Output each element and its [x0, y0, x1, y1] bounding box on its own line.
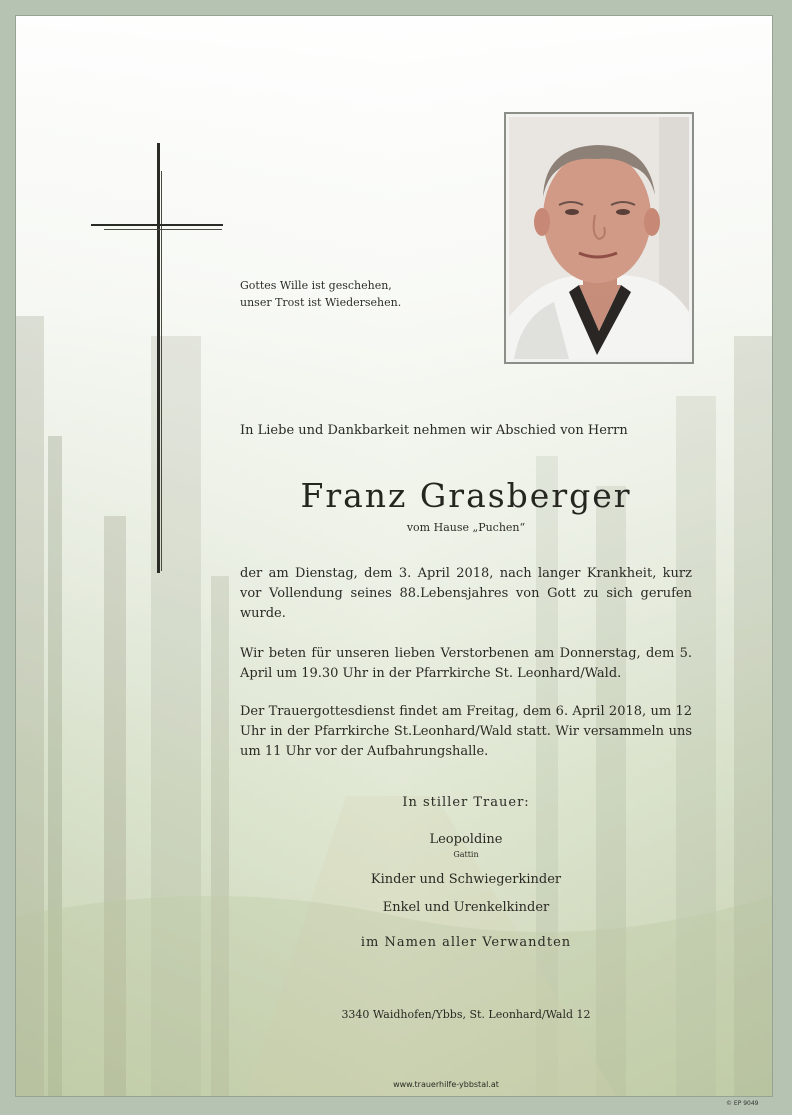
deceased-house: vom Hause „Puchen“ [406, 521, 526, 534]
intro-text: In Liebe und Dankbarkeit nehmen wir Abschied von Herrn [240, 423, 628, 438]
address: 3340 Waidhofen/Ybbs, St. Leonhard/Wald 12 [341, 1008, 591, 1021]
obituary-sheet [15, 15, 773, 1097]
mourners-line-3: Enkel und Urenkelkinder [382, 900, 550, 915]
print-code: © EP 9049 [726, 1100, 759, 1107]
cross-icon [157, 143, 160, 573]
quote [240, 277, 401, 311]
prayer-paragraph: Wir beten für unseren lieben Verstorbenen am Donnerstag, dem 5. April um 19.30 Uhr in der Pfarrkirche St. Leonhard/Wald. [240, 646, 692, 681]
cross-icon-bar [91, 224, 223, 226]
quote-line-2: unser Trost ist Wiedersehen. [240, 296, 402, 309]
funeral-service-paragraph: Der Trauergottesdienst findet am Freitag, dem 6. April 2018, um 12 Uhr in der Pfarrkirche St.Leonhard/Wald statt. Wir versammeln uns um 11 Uhr vor der Aufbahrungshalle. [240, 704, 692, 759]
website-link[interactable]: www.trauerhilfe-ybbstal.at [393, 1080, 499, 1089]
mourner-name-1: Leopoldine [429, 832, 503, 847]
mourners-line-2: Kinder und Schwiegerkinder [370, 872, 562, 887]
deceased-name: Franz Grasberger [300, 476, 632, 515]
cross-icon-inner-line [161, 171, 162, 571]
portrait-photo [504, 112, 694, 364]
mourners-line-4: im Namen aller Verwandten [360, 935, 572, 950]
cross-icon-bar-inner-line [104, 229, 222, 230]
mourners-title: In stiller Trauer: [402, 795, 530, 810]
death-notice-paragraph: der am Dienstag, dem 3. April 2018, nach langer Krankheit, kurz vor Vollendung seines 88.Lebensjahres von Gott zu sich gerufen wurde. [240, 566, 692, 621]
quote-line-1: Gottes Wille ist geschehen, [240, 279, 392, 292]
portrait-photo-image [509, 117, 689, 359]
mourner-role-1: Gattin [453, 850, 479, 859]
